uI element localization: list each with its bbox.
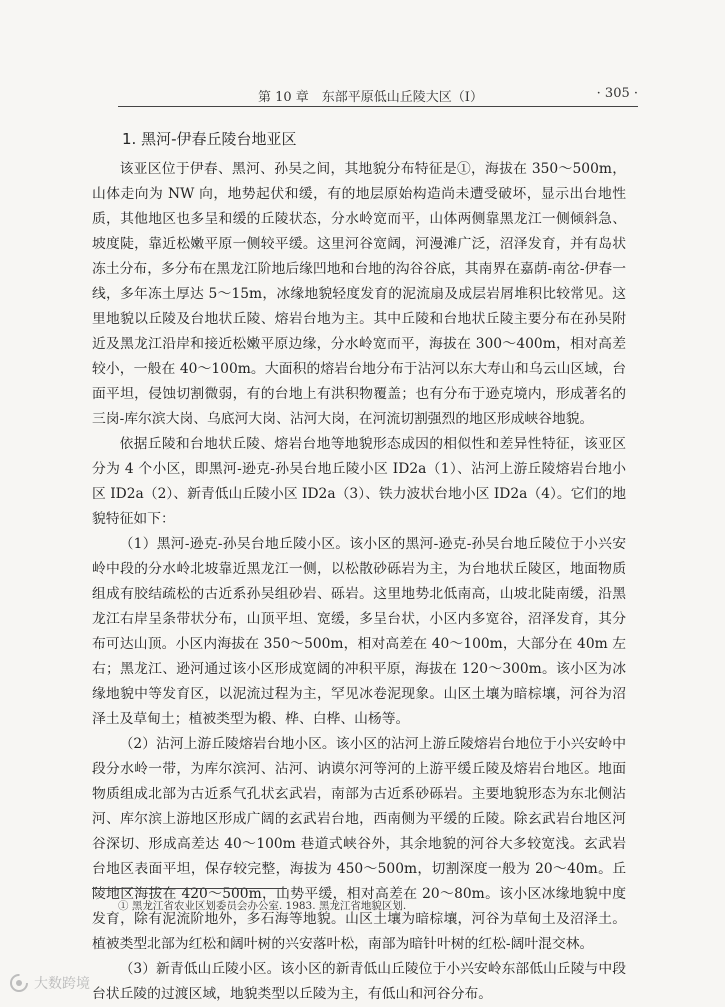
watermark-text: 大数跨境 <box>34 976 90 992</box>
paragraph: （3）新青低山丘陵小区。该小区的新青低山丘陵位于小兴安岭东部低山丘陵与中段台状丘陵的过渡区域，地貌类型以丘陵为主，有低山和河谷分布。 <box>92 961 626 1002</box>
page-number: · 305 · <box>596 86 638 101</box>
paragraph: （1）黑河-逊克-孙吴台地丘陵小区。该小区的黑河-逊克-孙吴台地丘陵位于小兴安岭中段的分水岭北坡靠近黑龙江一侧，以松散砂砾岩为主，为台地状丘陵区，地面物质组成有胶结疏松的古近系孙吴组砂岩、砾岩。这里地势北低南高，山坡北陡南缓，沿黑龙江右岸呈条带状分布，山顶平坦、宽缓，多呈台状，小区内多宽谷，沼泽发育，其分布可达山顶。小区内海拔在 350～500m，相对高差在 40～100m，大部分在 40m 左右；黑龙江、逊河通过该小区形成宽阔的冲积平原，海拔在 120～300m。该小区为冰缘地貌中等发育区，以泥流过程为主，罕见冰卷泥现象。山区土壤为暗棕壤，河谷为沼泽土及草甸土；植被类型为椴、桦、白桦、山杨等。 <box>92 536 626 727</box>
chapter-title: 第 10 章 东部平原低山丘陵大区（I） <box>258 90 483 105</box>
running-head <box>118 84 638 106</box>
footnote: ① 黑龙江省农业区划委员会办公室. 1983. 黑龙江省地貌区划. <box>118 900 407 912</box>
body-text <box>92 157 626 1007</box>
header-rule <box>118 106 638 107</box>
footnote-rule <box>92 888 287 889</box>
paragraph: 该亚区位于伊春、黑河、孙吴之间，其地貌分布特征是①，海拔在 350～500m，山体走向为 NW 向，地势起伏和缓，有的地层原始构造尚未遭受破坏，显示出台地性质，其他地区也多呈和缓的丘陵状态，分水岭宽而平，山体两侧靠黑龙江一侧倾斜急、坡度陡，靠近松嫩平原一侧较平缓。这里河谷宽阔，河漫滩广泛，沼泽发育，并有岛状冻土分布，多分布在黑龙江阶地后缘凹地和台地的沟谷谷底，其南界在嘉荫-南岔-伊春一线，多年冻土厚达 5～15m，冰缘地貌轻度发育的泥流扇及成层岩屑堆积比较常见。这里地貌以丘陵及台地状丘陵、熔岩台地为主。其中丘陵和台地状丘陵主要分布在孙吴附近及黑龙江沿岸和接近松嫩平原边缘，分水岭宽而平，海拔在 300～400m，相对高差较小，一般在 40～100m。大面积的熔岩台地分布于沾河以东大寿山和乌云山区域，台面平坦，侵蚀切割微弱，有的台地上有洪积物覆盖；也有分布于逊克境内，形成著名的三岗-库尔滨大岗、乌底河大岗、沾河大岗，在河流切割强烈的地区形成峡谷地貌。 <box>92 161 626 427</box>
section-title: 1. 黑河-伊春丘陵台地亚区 <box>122 130 297 148</box>
paragraph: 依据丘陵和台地状丘陵、熔岩台地等地貌形态成因的相似性和差异性特征，该亚区分为 4 个小区，即黑河-逊克-孙吴台地丘陵小区 ID2a（1）、沾河上游丘陵熔岩台地小区 ID2a（2）、新青低山丘陵小区 ID2a（3）、铁力波状台地小区 ID2a（4）。它们的地貌特征如下： <box>92 436 626 527</box>
watermark-logo-icon <box>8 972 30 994</box>
watermark <box>8 972 90 994</box>
paragraph: （2）沾河上游丘陵熔岩台地小区。该小区的沾河上游丘陵熔岩台地位于小兴安岭中段分水岭一带，为库尔滨河、沾河、讷谟尔河等河的上游平缓丘陵及熔岩台地区。地面物质组成北部为古近系气孔状玄武岩，南部为古近系砂砾岩。主要地貌形态为东北侧沾河、库尔滨上游地区形成广阔的玄武岩台地，西南侧为平缓的丘陵。除玄武岩台地区河谷深切、形成高差达 40～100m 巷道式峡谷外，其余地貌的河谷大多较宽浅。玄武岩台地区表面平坦，保存较完整，海拔为 450～500m，切割深度一般为 20～40m。丘陵地区海拔在 420～500m，山势平缓，相对高差在 20～80m。该小区冰缘地貌中度发育，除有泥流阶地外，多石海等地貌。山区土壤为暗棕壤，河谷为草甸土及沼泽土。植被类型北部为红松和阔叶树的兴安落叶松，南部为暗针叶树的红松-阔叶混交林。 <box>92 736 626 952</box>
